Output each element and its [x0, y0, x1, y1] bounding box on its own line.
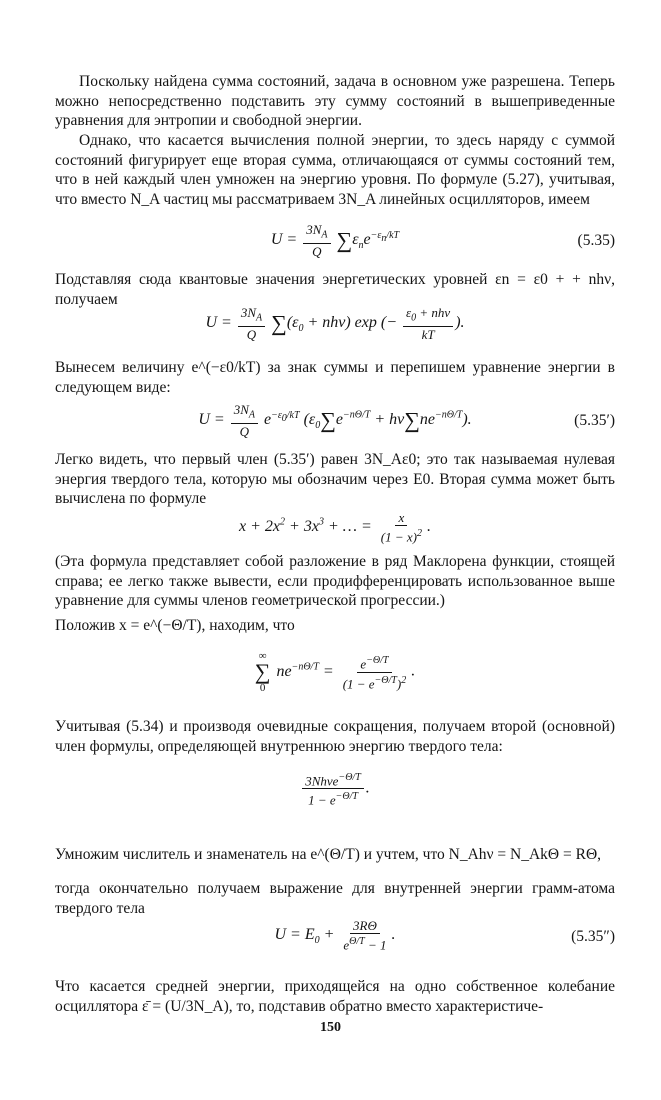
equation-5-35: U = $\frac{3N_A}{Q}$ $\sum\varepsilon_ne^{-\varepsilon_n/kT}$ (5.35)	[270, 222, 615, 259]
equation-sum-result: ∞ ∑ 0 $ne^{-n\Theta/T}$ = $\frac{e^{-\Theta/T}}{(1 - e^{-\Theta/T})^2}$ .	[254, 650, 416, 694]
paragraph-11: Что касается средней энергии, приходящейся на одно собственное колебание осциллятора ε̄ = (U/3N_A), то, подставив обратно вместо характеристиче-	[55, 978, 615, 1015]
paragraph-9: Умножим числитель и знаменатель на e^(Θ/T) и учтем, что N_Ahν = N_AkΘ = RΘ,	[55, 846, 602, 863]
equation-main-term: $\frac{3Nh\nu e^{-\Theta/T}}{1 - e^{-\Theta/T}}$ .	[55, 770, 615, 826]
paragraph-4: Вынесем величину e^(−ε0/kT) за знак суммы и перепишем уравнение энергии в следующем виде:	[55, 359, 615, 396]
equation-5-35-prime: U = $\frac{3N_A}{Q}$ $e^{-\varepsilon_0/kT}$ $(\varepsilon_0\sum e^{-n\Theta/T} + h\nu\sum ne^{-n\Theta/T})$. (5.35′)	[198, 402, 615, 439]
equation-maclaurin-series: $x + 2x^2 + 3x^3$ + … = $\frac{x}{(1 - x)^2}$ .	[239, 510, 431, 545]
equation-5-35-double-prime: $U = E_0$ + $\frac{3R\Theta}{e^{\Theta/T} - 1}$ . (5.35″)	[274, 918, 615, 953]
equation-number: (5.35″)	[571, 928, 615, 945]
equation-number: (5.35′)	[574, 412, 615, 429]
paragraph-7: Положив x = e^(−Θ/T), находим, что	[55, 617, 295, 634]
paragraph-10: тогда окончательно получаем выражение для внутренней энергии грамм-атома твердого тела	[55, 880, 615, 917]
paragraph-3: Подставляя сюда квантовые значения энергетических уровней εn = ε0 + + nhν, получаем	[55, 271, 615, 308]
paragraph-6: (Эта формула представляет собой разложение в ряд Маклорена функции, стоящей справа; ее легко также вывести, если продифференцировать использованное выше уравнение для суммы членов геометрической прогрессии.)	[55, 553, 615, 609]
equation-number: (5.35)	[577, 232, 615, 249]
paragraph-1: Поскольку найдена сумма состояний, задача в основном уже разрешена. Теперь можно непосредственно подставить эту сумму состояний в вышеприведенные уравнения для энтропии и свободной энергии.	[55, 73, 615, 129]
equation-energy-expanded: U = $\frac{3N_A}{Q}$ $\sum(\varepsilon_0 + nh\nu)$ exp (− $\frac{\varepsilon_0 + nh\nu}{kT}$ ).	[205, 305, 465, 342]
page-number: 150	[320, 1020, 341, 1035]
paragraph-8: Учитывая (5.34) и производя очевидные сокращения, получаем второй (основной) член формулы, определяющей внутреннюю энергию твердого тела:	[55, 718, 615, 755]
paragraph-5: Легко видеть, что первый член (5.35′) равен 3N_Aε0; это так называемая нулевая энергия твердого тела, которую мы обозначим через E0. Вторая сумма может быть вычислена по формуле	[55, 451, 615, 507]
paragraph-2: Однако, что касается вычисления полной энергии, то здесь наряду с суммой состояний фигурирует еще вторая сумма, отличающаяся от суммы состояний тем, что в ней каждый член умножен на энергию уровня. По формуле (5.27), учитывая, что вместо N_A частиц мы рассматриваем 3N_A линейных осцилляторов, имеем	[55, 132, 615, 208]
